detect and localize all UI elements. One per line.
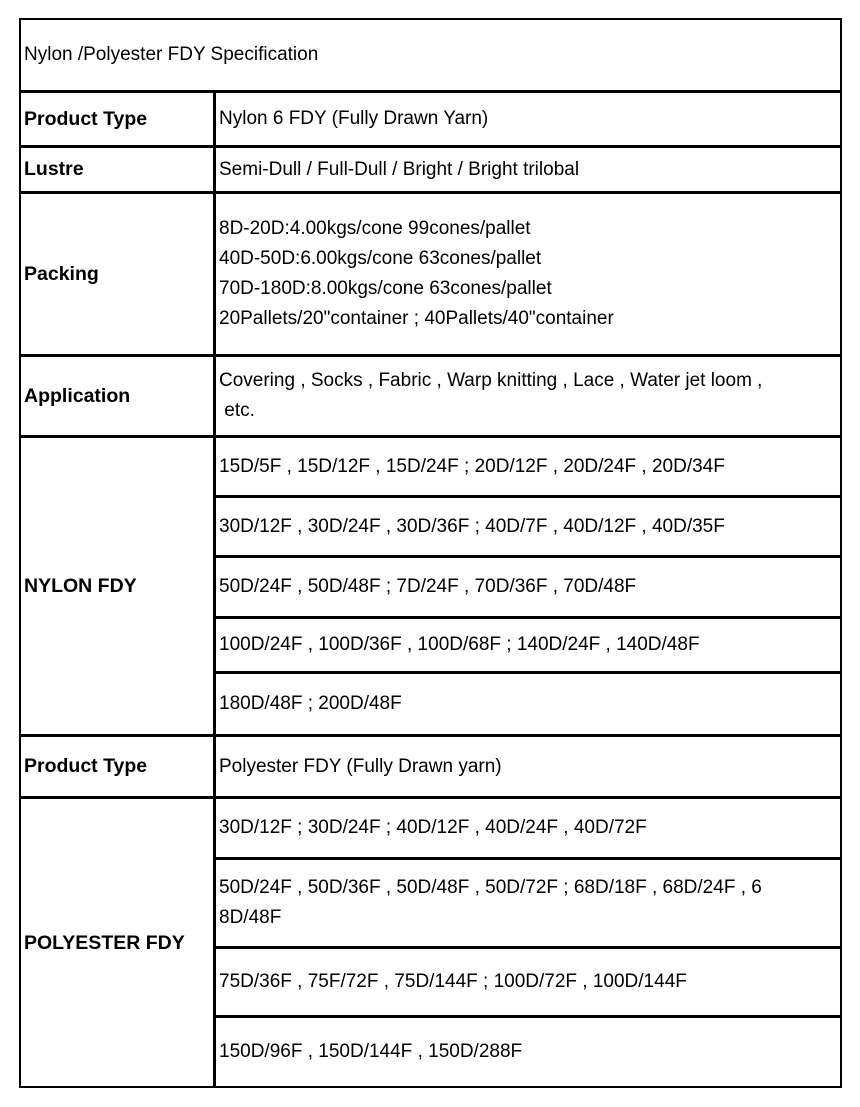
packing-line: 8D-20D:4.00kgs/cone 99cones/pallet xyxy=(219,218,531,239)
row-value-product-type: Nylon 6 FDY (Fully Drawn Yarn) xyxy=(219,108,489,129)
column-divider xyxy=(213,90,216,1086)
row-label-polyester-fdy: POLYESTER FDY xyxy=(24,932,185,954)
polyester-spec-line: 75D/36F , 75F/72F , 75D/144F ; 100D/72F , 100D/144F xyxy=(219,971,687,992)
row-label-product-type: Product Type xyxy=(24,107,148,130)
polyester-spec-line: 30D/12F ; 30D/24F ; 40D/12F , 40D/24F , 40D/72F xyxy=(219,817,647,838)
application-line: Covering , Socks , Fabric , Warp knitting , Lace , Water jet loom , xyxy=(219,370,763,391)
row-label-nylon-fdy: NYLON FDY xyxy=(24,574,137,597)
nylon-spec-line: 30D/12F , 30D/24F , 30D/36F ; 40D/7F , 40D/12F , 40D/35F xyxy=(219,515,725,537)
row-label-lustre: Lustre xyxy=(24,158,84,180)
application-line: etc. xyxy=(219,400,255,421)
polyester-spec-line xyxy=(219,860,836,946)
row-value-application xyxy=(219,357,836,435)
specification-table xyxy=(19,18,842,1088)
polyester-spec-text: 8D/48F xyxy=(219,907,282,928)
row-value-product-type: Polyester FDY (Fully Drawn yarn) xyxy=(219,755,502,777)
nylon-spec-line: 50D/24F , 50D/48F ; 7D/24F , 70D/36F , 70D/48F xyxy=(219,576,637,597)
table-title: Nylon /Polyester FDY Specification xyxy=(24,44,319,65)
nylon-spec-line: 180D/48F ; 200D/48F xyxy=(219,693,402,714)
polyester-spec-text: 50D/24F , 50D/36F , 50D/48F , 50D/72F ; 68D/18F , 68D/24F , 6 xyxy=(219,877,762,898)
row-label-packing: Packing xyxy=(24,262,99,285)
polyester-spec-line: 150D/96F , 150D/144F , 150D/288F xyxy=(219,1041,523,1062)
packing-line: 40D-50D:6.00kgs/cone 63cones/pallet xyxy=(219,248,542,269)
nylon-spec-line: 15D/5F , 15D/12F , 15D/24F ; 20D/12F , 20D/24F , 20D/34F xyxy=(219,455,725,477)
nylon-spec-line: 100D/24F , 100D/36F , 100D/68F ; 140D/24F , 140D/48F xyxy=(219,634,700,655)
row-value-lustre: Semi-Dull / Full-Dull / Bright / Bright trilobal xyxy=(219,158,580,180)
row-label-application: Application xyxy=(24,384,131,407)
packing-line: 20Pallets/20"container ; 40Pallets/40"container xyxy=(219,308,614,329)
row-label-product-type: Product Type xyxy=(24,755,148,777)
packing-line: 70D-180D:8.00kgs/cone 63cones/pallet xyxy=(219,278,552,299)
row-value-packing xyxy=(219,194,836,354)
